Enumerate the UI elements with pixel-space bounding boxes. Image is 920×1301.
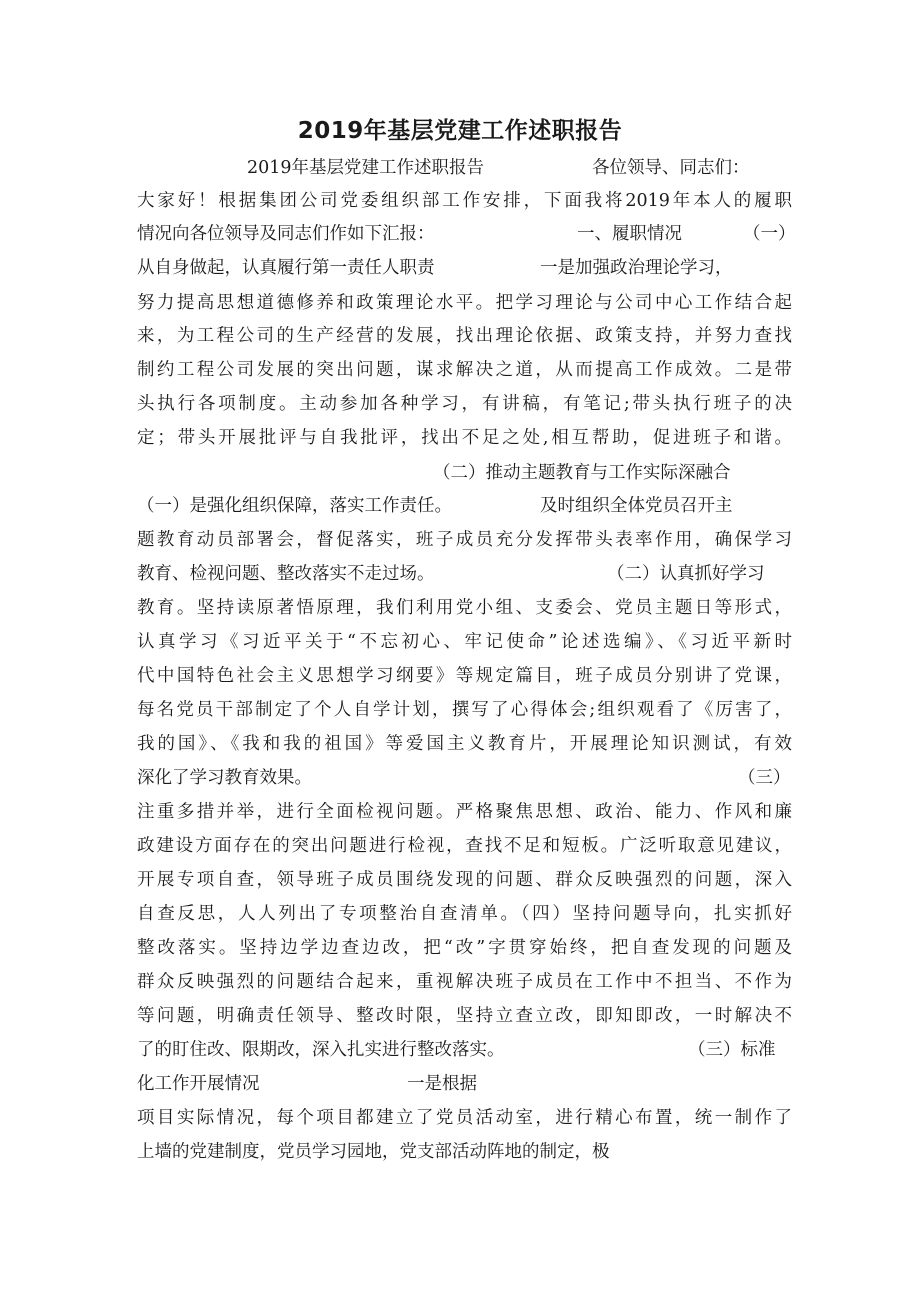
text-segment: （三） bbox=[738, 768, 791, 788]
text-segment: 深化了学习教育效果。 bbox=[137, 768, 312, 788]
text-line: 我的国》、《我和我的祖国》等爱国主义教育片，开展理论知识测试，有效 bbox=[137, 734, 792, 754]
text-line: 题教育动员部署会，督促落实，班子成员充分发挥带头表率作用，确保学习 bbox=[137, 530, 792, 550]
text-segment: （一）是强化组织保障，落实工作责任。 bbox=[137, 496, 452, 516]
text-segment: （一） bbox=[743, 224, 796, 244]
text-line: 定；带头开展批评与自我批评，找出不足之处,相互帮助，促进班子和谐。 bbox=[137, 428, 792, 448]
text-segment: （二）推动主题教育与工作实际深融合 bbox=[433, 463, 731, 483]
text-segment: （二）认真抓好学习 bbox=[607, 564, 765, 584]
text-line: 头执行各项制度。主动参加各种学习，有讲稿，有笔记;带头执行班子的决 bbox=[137, 394, 792, 414]
text-line: 政建设方面存在的突出问题进行检视，查找不足和短板。广泛听取意见建议， bbox=[137, 836, 792, 856]
text-line: 整改落实。坚持边学边查边改，把“改”字贯穿始终，把自查发现的问题及 bbox=[137, 938, 792, 958]
text-segment: 化工作开展情况 bbox=[137, 1074, 260, 1094]
text-line: 注重多措并举，进行全面检视问题。严格聚焦思想、政治、能力、作风和廉 bbox=[137, 802, 792, 822]
text-segment: 2019年基层党建工作述职报告 bbox=[247, 158, 485, 178]
text-line: 大家好！根据集团公司党委组织部工作安排，下面我将2019年本人的履职 bbox=[137, 191, 792, 211]
text-segment: 上墙的党建制度，党员学习园地，党支部活动阵地的制定，极 bbox=[137, 1142, 610, 1162]
text-segment: 一是根据 bbox=[407, 1074, 477, 1094]
text-segment: 教育、检视问题、整改落实不走过场。 bbox=[137, 564, 435, 584]
text-segment: 一、履职情况 bbox=[577, 224, 682, 244]
text-segment: 情况向各位领导及同志们作如下汇报： bbox=[137, 224, 435, 244]
text-segment: 了的盯住改、限期改，深入扎实进行整改落实。 bbox=[137, 1040, 505, 1060]
text-line: 认真学习《习近平关于“不忘初心、牢记使命”论述选编》、《习近平新时 bbox=[137, 632, 792, 652]
document-title: 2019年基层党建工作述职报告 bbox=[297, 118, 623, 144]
text-line: 自查反思，人人列出了专项整治自查清单。（四）坚持问题导向，扎实抓好 bbox=[137, 904, 792, 924]
text-line: 努力提高思想道德修养和政策理论水平。把学习理论与公司中心工作结合起 bbox=[137, 293, 792, 313]
text-line: 制约工程公司发展的突出问题，谋求解决之道，从而提高工作成效。二是带 bbox=[137, 360, 792, 380]
text-line bbox=[0, 1140, 920, 1212]
text-segment: （三）标准 bbox=[688, 1040, 776, 1060]
text-segment: 一是加强政治理论学习， bbox=[540, 258, 733, 278]
text-line: 开展专项自查，领导班子成员围绕发现的问题、群众反映强烈的问题，深入 bbox=[137, 870, 792, 890]
text-line: 项目实际情况，每个项目都建立了党员活动室，进行精心布置，统一制作了 bbox=[137, 1108, 792, 1128]
text-line: 群众反映强烈的问题结合起来，重视解决班子成员在工作中不担当、不作为 bbox=[137, 972, 792, 992]
text-line: 等问题，明确责任领导、整改时限，坚持立查立改，即知即改，一时解决不 bbox=[137, 1006, 792, 1026]
text-line: 每名党员干部制定了个人自学计划，撰写了心得体会;组织观看了《厉害了， bbox=[137, 700, 792, 720]
text-line: 教育。坚持读原著悟原理，我们利用党小组、支委会、党员主题日等形式， bbox=[137, 598, 792, 618]
text-segment: 从自身做起，认真履行第一责任人职责 bbox=[137, 258, 435, 278]
text-segment: 及时组织全体党员召开主 bbox=[540, 496, 733, 516]
text-line: 来，为工程公司的生产经营的发展，找出理论依据、政策支持，并努力查找 bbox=[137, 326, 792, 346]
text-line: 代中国特色社会主义思想学习纲要》等规定篇目，班子成员分别讲了党课， bbox=[137, 666, 792, 686]
text-segment: 各位领导、同志们： bbox=[592, 158, 750, 178]
